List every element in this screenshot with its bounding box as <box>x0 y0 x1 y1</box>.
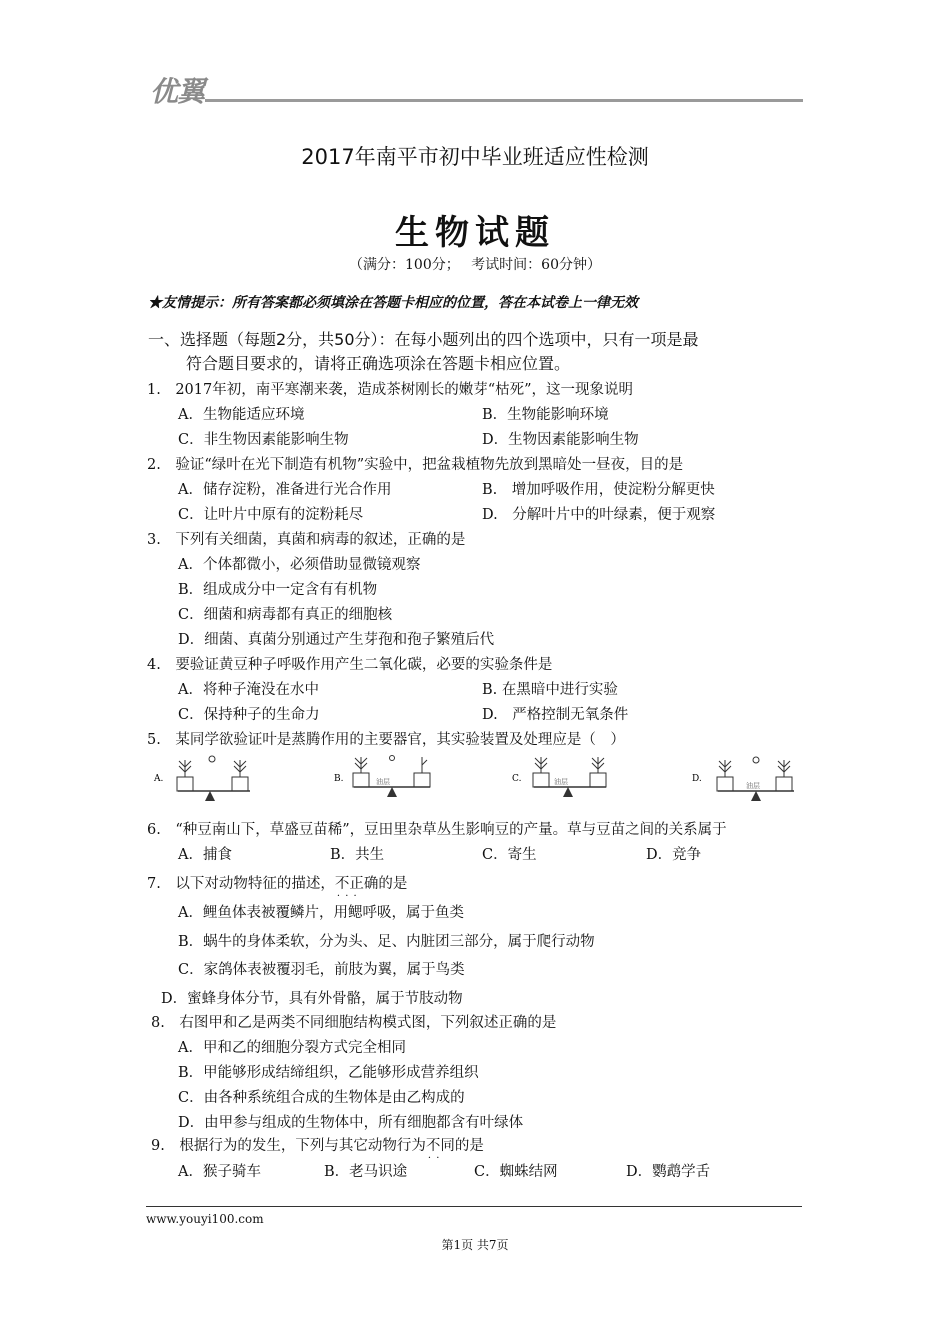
q7-emphasis: 不正确 · · · <box>335 876 379 892</box>
q9-option-c: C．蜘蛛结网 <box>474 1164 558 1180</box>
q1-option-b: B．生物能影响环境 <box>482 407 609 423</box>
subject-title: 生物试题 <box>395 213 555 253</box>
q7-stem: 7. 以下对动物特征的描述，不正确 · · ·的是 <box>147 872 407 893</box>
exam-title: 2017年南平市初中毕业班适应性检测 <box>301 145 649 169</box>
q9-emphasis: 不同 · · <box>426 1138 455 1154</box>
q5-figure-d <box>690 755 900 805</box>
q9-stem: 9. 根据行为的发生，下列与其它动物行为不同 · ·的是 <box>151 1134 484 1155</box>
q3-option-c: C．细菌和病毒都有真正的细胞核 <box>178 607 393 623</box>
q6-stem: 6. “种豆南山下，草盛豆苗稀”，豆田里杂草丛生影响豆的产量。草与豆苗之间的关系属于 <box>147 822 727 838</box>
svg-text:B.: B. <box>334 774 344 784</box>
section-heading-line2: 符合题目要求的，请将正确选项涂在答题卡相应位置。 <box>186 354 571 373</box>
logo: 优翼 <box>150 75 205 108</box>
q8-option-c: C．由各种系统组合成的生物体是由乙构成的 <box>178 1090 465 1106</box>
q7-option-a: A．鲤鱼体表被覆鳞片，用鳃呼吸，属于鱼类 <box>178 905 464 921</box>
q2-option-d: D. 分解叶片中的叶绿素，便于观察 <box>482 507 716 523</box>
q5-stem: 5. 某同学欲验证叶是蒸腾作用的主要器官，其实验装置及处理应是（ ） <box>147 732 625 748</box>
q7-option-c: C．家鸽体表被覆羽毛，前肢为翼，属于鸟类 <box>178 962 465 978</box>
q9-option-b: B．老马识途 <box>324 1164 408 1180</box>
q5-figure-c <box>510 755 720 805</box>
svg-text:油层: 油层 <box>376 778 390 786</box>
svg-text:D.: D. <box>692 774 702 784</box>
page-number: 第1页 共7页 <box>441 1238 509 1252</box>
exam-meta: （满分：100分； 考试时间：60分钟） <box>349 257 601 273</box>
q1-option-a: A．生物能适应环境 <box>178 407 305 423</box>
svg-text:A.: A. <box>154 774 164 784</box>
q3-option-b: B．组成成分中一定含有有机物 <box>178 582 378 598</box>
q4-stem: 4. 要验证黄豆种子呼吸作用产生二氧化碳，必要的实验条件是 <box>147 657 553 673</box>
q5-figure-b <box>330 755 540 805</box>
svg-text:油层: 油层 <box>554 778 568 786</box>
footer-url[interactable]: www.youyi100.com <box>146 1212 264 1226</box>
svg-text:C.: C. <box>512 774 522 784</box>
q2-option-b: B. 增加呼吸作用，使淀粉分解更快 <box>482 482 715 498</box>
q6-option-b: B．共生 <box>330 847 385 863</box>
q8-option-d: D．由甲参与组成的生物体中，所有细胞都含有叶绿体 <box>178 1115 524 1131</box>
section-heading-line1: 一、选择题（每题2分，共50分）：在每小题列出的四个选项中，只有一项是最 <box>148 330 699 349</box>
q8-stem: 8. 右图甲和乙是两类不同细胞结构模式图，下列叙述正确的是 <box>151 1015 557 1031</box>
q2-option-c: C．让叶片中原有的淀粉耗尽 <box>178 507 364 523</box>
q9-option-a: A．猴子骑车 <box>178 1164 261 1180</box>
q6-option-c: C．寄生 <box>482 847 537 863</box>
q3-option-d: D．细菌、真菌分别通过产生芽孢和孢子繁殖后代 <box>178 632 495 648</box>
q2-option-a: A．储存淀粉，准备进行光合作用 <box>178 482 392 498</box>
q8-option-a: A．甲和乙的细胞分裂方式完全相同 <box>178 1040 406 1056</box>
svg-text:油层: 油层 <box>746 782 760 790</box>
friendly-tip: ★友情提示：所有答案都必须填涂在答题卡相应的位置，答在本试卷上一律无效 <box>148 295 638 311</box>
header-rule <box>205 99 803 102</box>
q1-option-c: C．非生物因素能影响生物 <box>178 432 349 448</box>
q6-option-d: D．竞争 <box>646 847 702 863</box>
q5-figure-a <box>150 755 360 805</box>
q6-option-a: A．捕食 <box>178 847 232 863</box>
q1-option-d: D．生物因素能影响生物 <box>482 432 639 448</box>
q1-stem: 1. 2017年初，南平寒潮来袭，造成茶树刚长的嫩芽“枯死”，这一现象说明 <box>147 382 634 398</box>
footer-rule <box>146 1206 802 1207</box>
q7-option-d: D．蜜蜂身体分节，具有外骨骼，属于节肢动物 <box>161 991 463 1007</box>
q3-stem: 3. 下列有关细菌，真菌和病毒的叙述，正确的是 <box>147 532 466 548</box>
q3-option-a: A．个体都微小，必须借助显微镜观察 <box>178 557 421 573</box>
q7-option-b: B．蜗牛的身体柔软，分为头、足、内脏团三部分，属于爬行动物 <box>178 934 595 950</box>
q4-option-a: A．将种子淹没在水中 <box>178 682 319 698</box>
q4-option-c: C．保持种子的生命力 <box>178 707 320 723</box>
q9-option-d: D．鹦鹉学舌 <box>626 1164 711 1180</box>
q4-option-d: D. 严格控制无氧条件 <box>482 707 629 723</box>
q4-option-b: B. 在黑暗中进行实验 <box>482 682 618 698</box>
q2-stem: 2. 验证“绿叶在光下制造有机物”实验中，把盆栽植物先放到黑暗处一昼夜，目的是 <box>147 457 684 473</box>
q8-option-b: B．甲能够形成结缔组织，乙能够形成营养组织 <box>178 1065 479 1081</box>
